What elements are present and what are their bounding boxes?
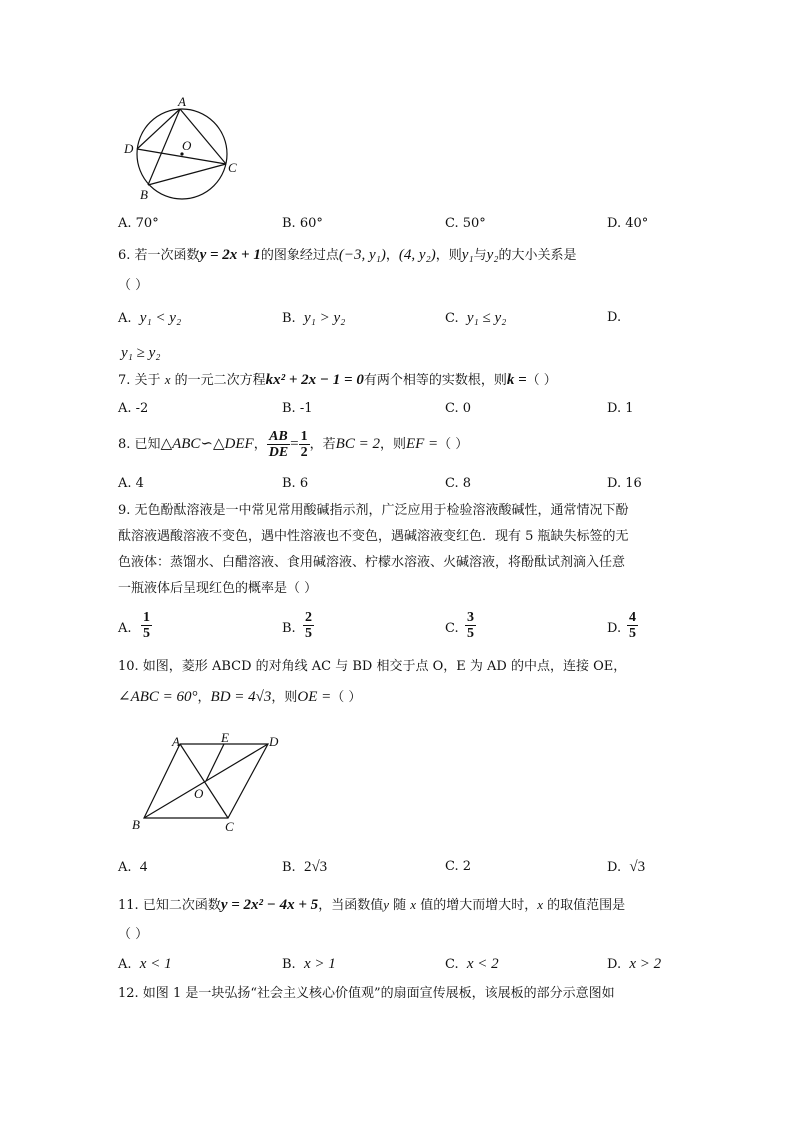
q8-ef: EF = — [405, 436, 439, 452]
q7-text-2: 的一元二次方程 — [174, 373, 266, 388]
q7-paren: （ ） — [526, 373, 557, 388]
label-d: D — [269, 734, 279, 749]
q11-text-2: ，当函数值 — [318, 898, 384, 913]
label-b: B — [132, 817, 140, 832]
q9-line-3: 色液体：蒸馏水、白醋溶液、食用碱溶液、柠檬水溶液、火碱溶液，将酚酞试剂滴入任意 — [118, 555, 626, 570]
q7-equation: kx² + 2x − 1 = 0 — [265, 372, 364, 388]
q10-paren: （ ） — [331, 690, 362, 705]
q10-angle: ∠ABC = 60° — [118, 689, 198, 705]
q8-paren: （ ） — [438, 437, 469, 452]
q7-option-a[interactable]: A. -2 — [118, 401, 149, 416]
q11-options — [118, 955, 678, 975]
q6-options — [118, 309, 678, 329]
q11-stem — [118, 896, 625, 915]
q8-option-c[interactable]: C. 8 — [445, 476, 472, 491]
q10-line-1: 10. 如图，菱形 ABCD 的对角线 AC 与 BD 相交于点 O，E 为 AD 的中点，连接 OE， — [118, 659, 627, 674]
q10-option-b[interactable]: B. 2√3 — [282, 859, 328, 875]
q10-oe: OE = — [297, 689, 332, 705]
q6-y1: y₁ — [461, 247, 474, 263]
label-b: B — [140, 187, 148, 202]
q10-comma: ， — [197, 690, 211, 705]
q8-equals: = — [290, 436, 299, 452]
q8-half: $\frac{1}{2}$ — [300, 429, 308, 460]
rhombus-figure — [128, 728, 288, 836]
label-e: E — [221, 730, 229, 745]
q9-option-c-frac[interactable]: $\frac{3}{5}$ — [467, 610, 474, 641]
label-a: A — [172, 734, 180, 749]
q8-ratio: $\frac{AB}{DE}$ — [268, 429, 289, 460]
q8-text-3: ，则 — [379, 437, 406, 452]
q7-x: x — [164, 372, 171, 387]
q8-option-d[interactable]: D. 16 — [607, 476, 642, 491]
circle-figure — [118, 92, 248, 204]
q9-line-2: 酞溶液遇酸溶液不变色，遇中性溶液也不变色，遇碱溶液变红色．现有 5 瓶缺失标签的无 — [118, 529, 629, 544]
q6-function: y = 2x + 1 — [199, 247, 261, 263]
q9-option-a-frac[interactable]: $\frac{1}{5}$ — [143, 610, 150, 641]
q11-function: y = 2x² − 4x + 5 — [220, 897, 319, 913]
q10-option-c[interactable]: C. 2 — [445, 859, 472, 874]
q7-text-3: 有两个相等的实数根，则 — [363, 373, 507, 388]
q8-number: 8. — [118, 437, 131, 452]
q10-option-d[interactable]: D. √3 — [607, 859, 646, 875]
q8-options — [118, 475, 678, 493]
q10-line-2 — [118, 688, 361, 707]
q8-stem — [118, 425, 468, 465]
q6-paren: （ ） — [118, 278, 149, 293]
q7-text: 关于 — [134, 373, 161, 388]
q11-x: x — [410, 897, 417, 912]
q9-option-b-label[interactable]: B. — [282, 621, 296, 636]
q5-option-d[interactable]: D. 40° — [607, 216, 649, 231]
q11-text-3: 随 — [393, 898, 407, 913]
label-c: C — [225, 819, 234, 834]
q11-option-b[interactable]: B. x > 1 — [282, 956, 336, 972]
chord-bc — [148, 164, 226, 185]
q11-option-c[interactable]: C. x < 2 — [445, 956, 499, 972]
label-o: O — [182, 138, 192, 153]
q8-option-b[interactable]: B. 6 — [282, 476, 309, 491]
q11-text-4: 值的增大而增大时， — [420, 898, 538, 913]
q9-option-d-frac[interactable]: $\frac{4}{5}$ — [629, 610, 636, 641]
q7-option-c[interactable]: C. 0 — [445, 401, 472, 416]
q5-options — [118, 215, 678, 233]
q9-line-1: 9. 无色酚酞溶液是一中常见常用酸碱指示剂，广泛应用于检验溶液酸碱性，通常情况下酚 — [118, 503, 629, 518]
q6-option-b[interactable]: B. y₁ > y₂ — [282, 310, 346, 326]
q8-comma: ， — [253, 437, 267, 452]
q6-option-d-value[interactable]: y₁ ≥ y₂ — [121, 345, 161, 361]
q9-option-c-label[interactable]: C. — [445, 621, 459, 636]
q11-y: y — [383, 897, 389, 912]
q6-text-3: ，则 — [435, 248, 462, 263]
q10-option-a[interactable]: A. 4 — [118, 859, 148, 875]
q7-k: k = — [506, 372, 527, 388]
q6-text-5: 的大小关系是 — [498, 248, 577, 263]
q7-stem — [118, 371, 557, 390]
label-o: O — [194, 786, 204, 801]
q11-text: 已知二次函数 — [142, 898, 221, 913]
q6-option-a[interactable]: A. y₁ < y₂ — [118, 310, 182, 326]
chord-ac — [180, 109, 226, 164]
q6-point-2: (4, y₂) — [398, 247, 436, 263]
q7-option-d[interactable]: D. 1 — [607, 401, 634, 416]
q6-option-d-label[interactable]: D. — [607, 310, 622, 325]
q7-options — [118, 400, 678, 418]
q6-text: 若一次函数 — [134, 248, 200, 263]
q11-paren: （ ） — [118, 927, 149, 942]
q5-option-b[interactable]: B. 60° — [282, 216, 323, 231]
q6-option-c[interactable]: C. y₁ ≤ y₂ — [445, 310, 507, 326]
q11-option-a[interactable]: A. x < 1 — [118, 956, 172, 972]
q8-bc: BC = 2 — [335, 436, 380, 452]
q6-y2: y₂ — [486, 247, 499, 263]
q8-similar: △ABC∽△DEF — [160, 436, 254, 452]
q11-option-d[interactable]: D. x > 2 — [607, 956, 662, 972]
q6-number: 6. — [118, 248, 131, 263]
q9-line-4: 一瓶液体后呈现红色的概率是（ ） — [118, 581, 318, 596]
q6-text-2: 的图象经过点 — [260, 248, 339, 263]
q9-option-a-label[interactable]: A. — [118, 621, 132, 636]
q8-text-2: ，若 — [309, 437, 336, 452]
q11-x-2: x — [537, 897, 543, 912]
label-c: C — [228, 160, 237, 175]
diagonal-ac — [180, 744, 228, 818]
q10-bd: BD = 4√3 — [210, 689, 272, 705]
label-d: D — [124, 141, 134, 156]
q5-option-a[interactable]: A. 70° — [118, 216, 159, 231]
q6-stem — [118, 246, 577, 265]
q6-text-4: 与 — [473, 248, 487, 263]
q12-line-1: 12. 如图 1 是一块弘扬“社会主义核心价值观”的扇面宣传展板，该展板的部分示意图如 — [118, 986, 615, 1001]
q11-number: 11. — [118, 898, 139, 913]
q8-text: 已知 — [134, 437, 161, 452]
q6-point-1: (−3, y₁) — [338, 247, 386, 263]
q7-option-b[interactable]: B. -1 — [282, 401, 313, 416]
label-a: A — [178, 94, 186, 109]
q9-option-b-frac[interactable]: $\frac{2}{5}$ — [305, 610, 312, 641]
q8-option-a[interactable]: A. 4 — [118, 476, 144, 491]
q11-text-5: 的取值范围是 — [547, 898, 626, 913]
q9-options — [118, 610, 678, 650]
q7-number: 7. — [118, 373, 131, 388]
q10-text-2: ，则 — [271, 690, 298, 705]
q5-option-c[interactable]: C. 50° — [445, 216, 486, 231]
q6-sep: ， — [385, 248, 399, 263]
q9-option-d-label[interactable]: D. — [607, 621, 622, 636]
q10-options — [118, 858, 678, 878]
